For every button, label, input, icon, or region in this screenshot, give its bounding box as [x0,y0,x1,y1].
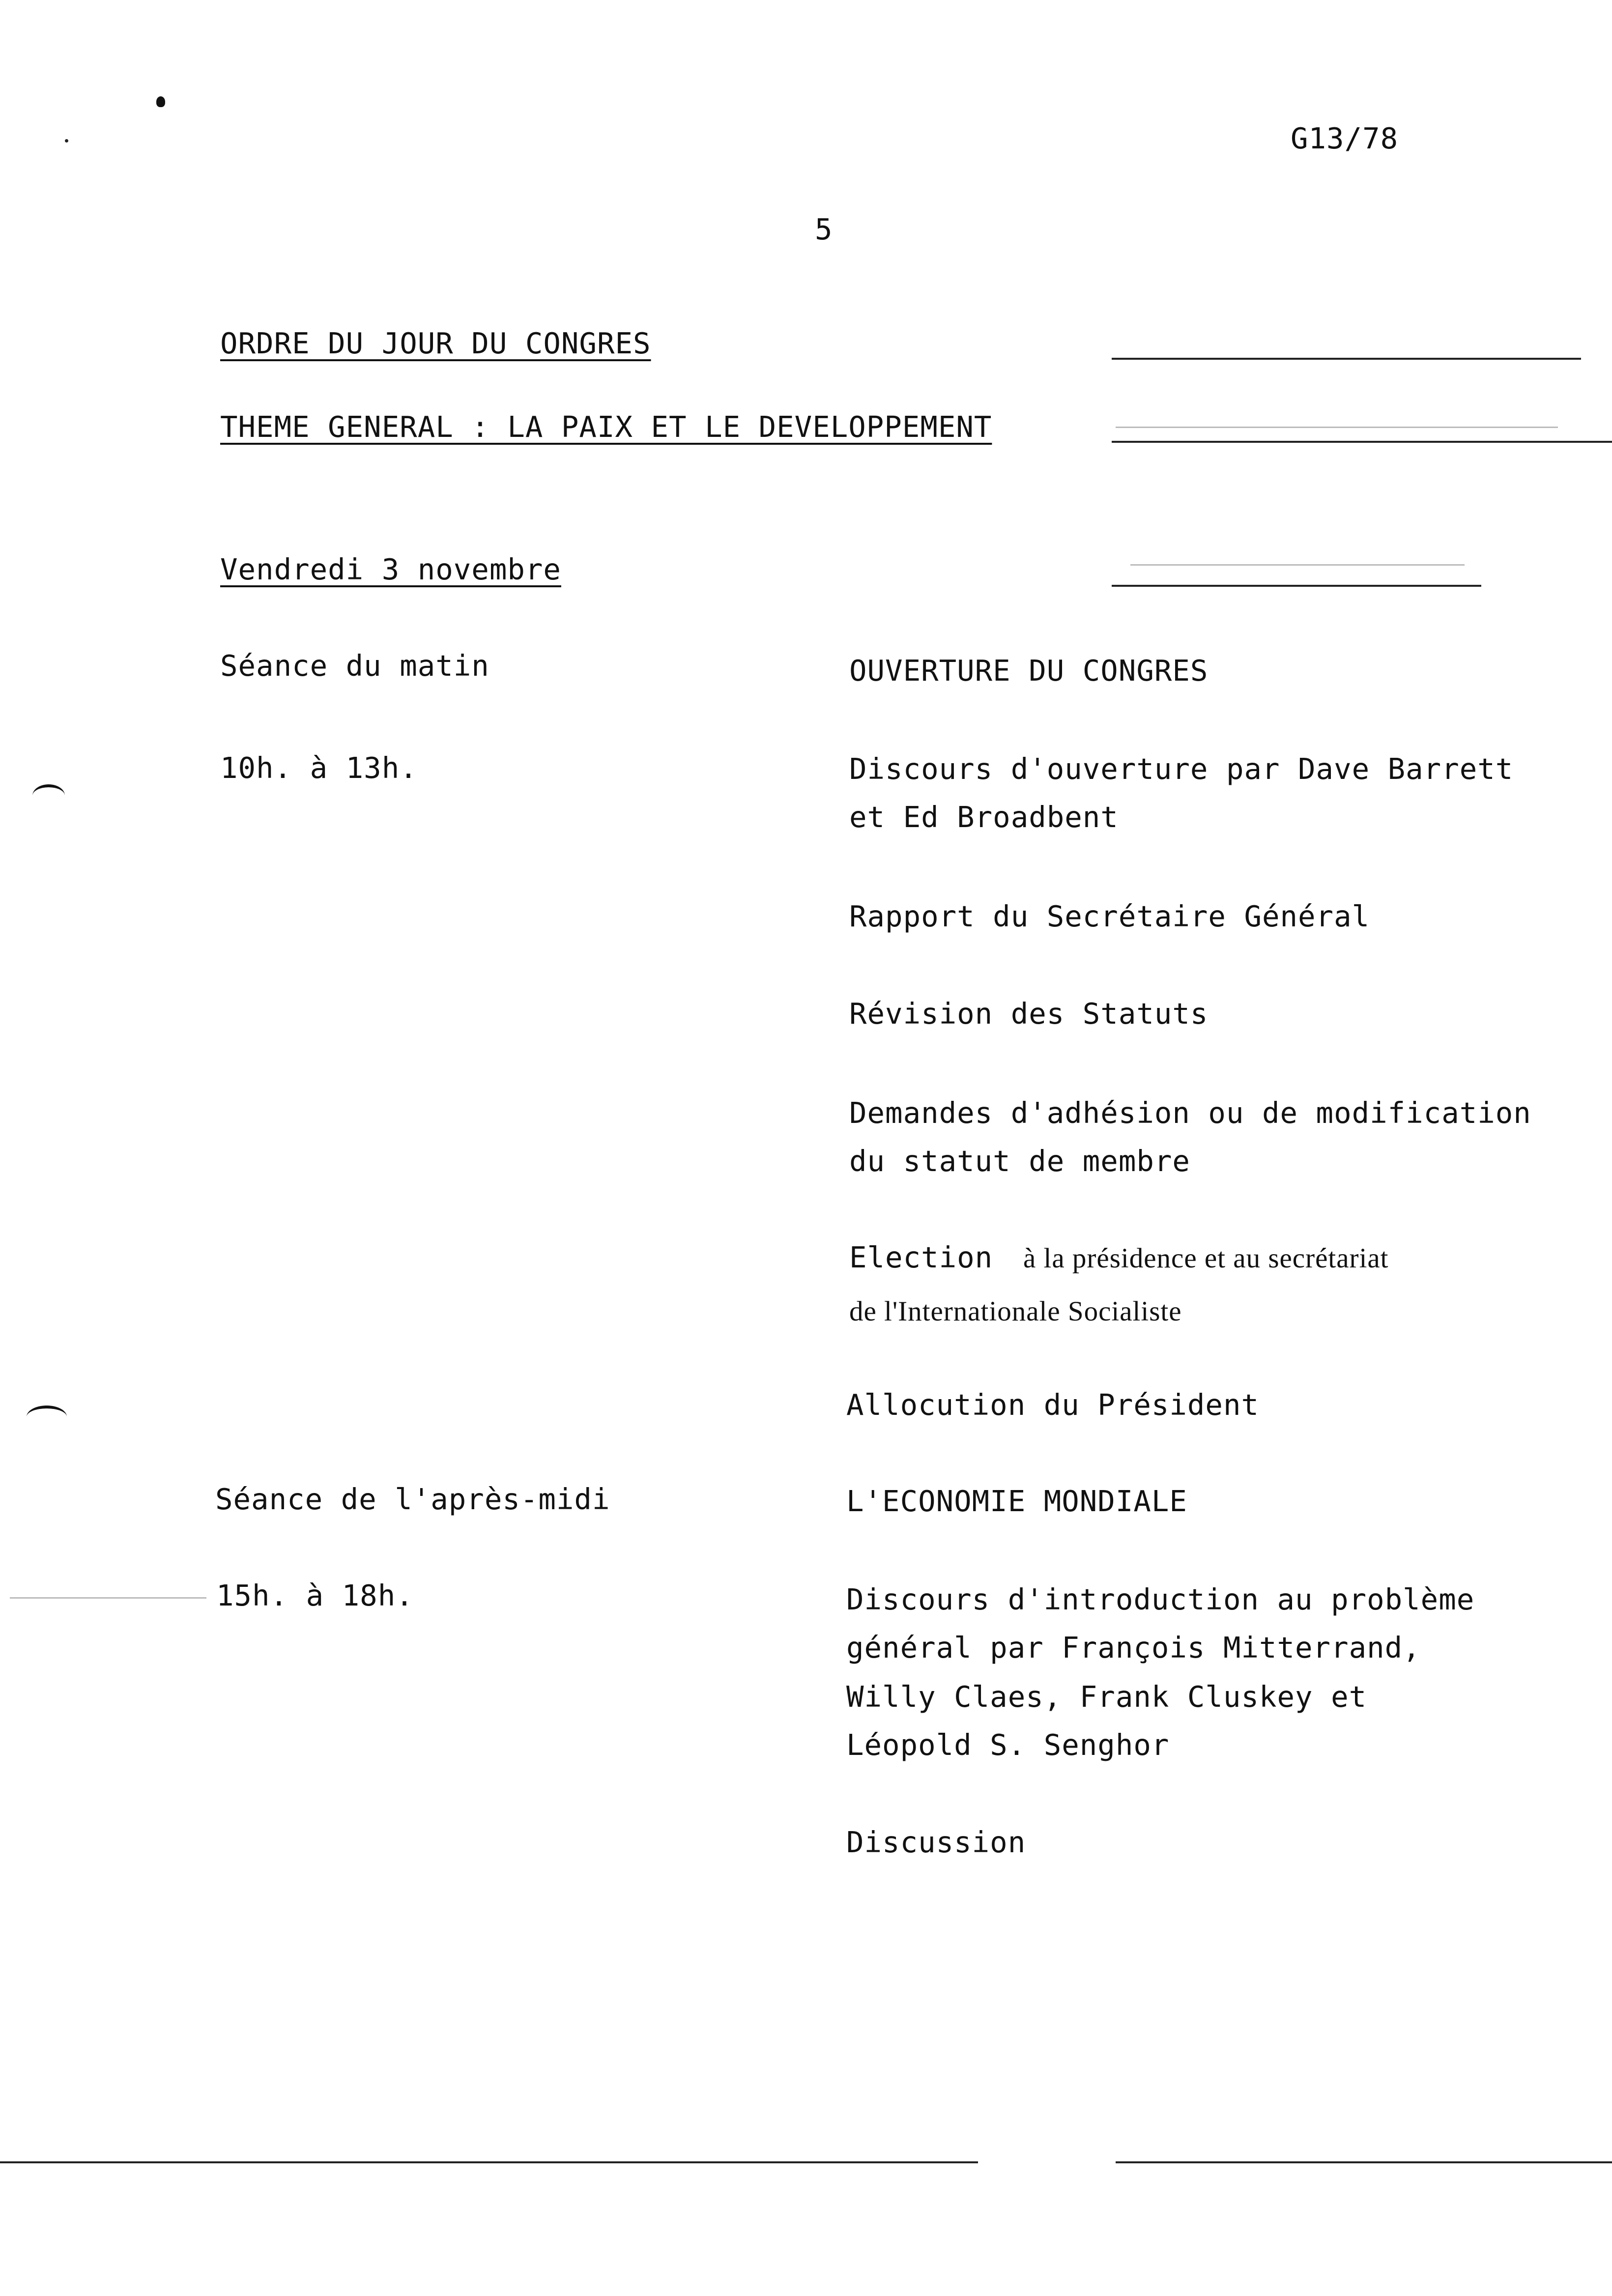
morning-session-label: Séance du matin [220,649,489,683]
agenda-item-report: Rapport du Secrétaire Général [849,899,1370,933]
agenda-item-intro-line4: Léopold S. Senghor [846,1728,1170,1762]
agenda-item-revision: Révision des Statuts [849,997,1209,1031]
agenda-item-address: Allocution du Président [846,1388,1259,1422]
punch-hole-arc [27,1406,67,1428]
agenda-item-economy: L'ECONOMIE MONDIALE [846,1484,1187,1518]
faded-dashes [1130,564,1465,566]
ink-mark [156,96,165,107]
punch-hole-arc [32,784,65,807]
theme-title: THEME GENERAL : LA PAIX ET LE DEVELOPPEMENT [220,410,992,444]
theme-rule-right [1112,441,1612,443]
agenda-item-membership-line1: Demandes d'adhésion ou de modification [849,1096,1531,1130]
agenda-title: ORDRE DU JOUR DU CONGRES [220,326,651,360]
footer-rule-left [0,2161,978,2163]
document-reference: G13/78 [1291,121,1399,155]
agenda-item-election-line2: de l'Internationale Socialiste [849,1296,1182,1327]
morning-session-time: 10h. à 13h. [220,751,418,785]
agenda-item-intro-line1: Discours d'introduction au problème [846,1582,1475,1616]
date-rule-right [1112,585,1481,587]
agenda-item-speeches-line1: Discours d'ouverture par Dave Barrett [849,752,1514,786]
agenda-item-membership-line2: du statut de membre [849,1144,1190,1178]
afternoon-session-label: Séance de l'après-midi [215,1482,610,1516]
ink-dot [65,139,68,143]
page-number: 5 [815,212,833,246]
date-heading: Vendredi 3 novembre [220,552,561,586]
agenda-item-election-line1b: à la présidence et au secrétariat [1023,1243,1389,1274]
title-rule-right [1112,358,1581,360]
agenda-item-intro-line3: Willy Claes, Frank Cluskey et [846,1680,1367,1714]
agenda-item-intro-line2: général par François Mitterrand, [846,1631,1421,1665]
agenda-item-speeches-line2: et Ed Broadbent [849,800,1119,834]
faded-dashes [1116,427,1558,428]
afternoon-session-time: 15h. à 18h. [216,1578,414,1612]
agenda-item-election-line1a: Election [849,1240,993,1274]
faded-dashes [10,1597,206,1599]
footer-rule-right [1116,2161,1612,2163]
agenda-item-discussion: Discussion [846,1825,1026,1859]
agenda-item-opening: OUVERTURE DU CONGRES [849,654,1209,688]
